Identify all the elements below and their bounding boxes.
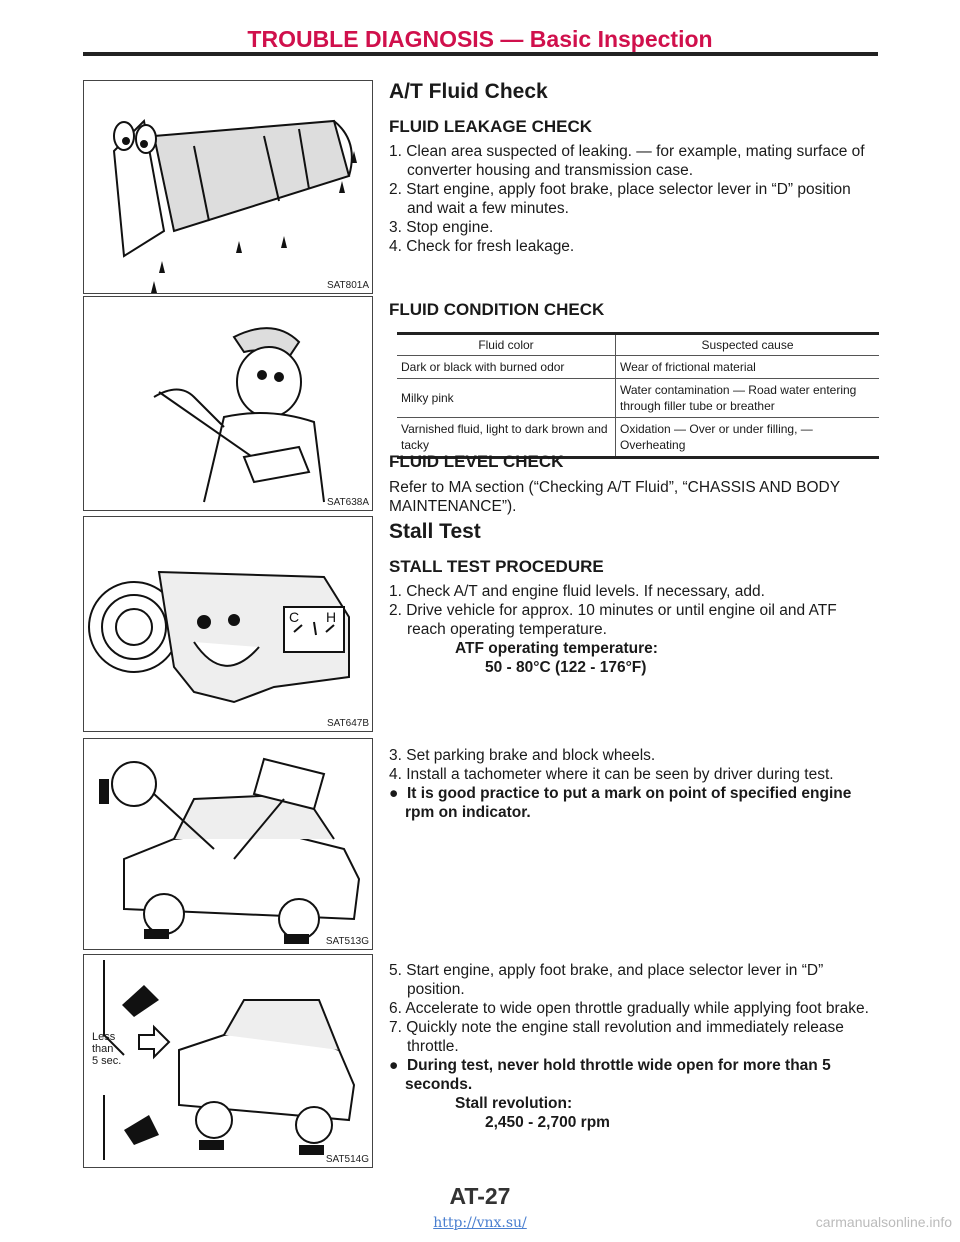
procedure-step: 6. Accelerate to wide open throttle gradually while applying foot brake.	[389, 1000, 869, 1017]
procedure-step: 4. Install a tachometer where it can be seen by driver during test.	[389, 766, 834, 783]
procedure-step: 5. Start engine, apply foot brake, and place selector lever in “D” position.	[389, 962, 824, 998]
stall-test-section	[389, 520, 879, 677]
atf-temp-value: 50 - 80°C (122 - 176°F)	[485, 659, 647, 676]
figure-stall-test	[83, 954, 373, 1168]
table-cell: Dark or black with burned odor	[397, 356, 616, 379]
procedure-heading: STALL TEST PROCEDURE	[389, 557, 604, 576]
stall-steps-b	[389, 746, 879, 822]
condition-heading-wrap	[389, 300, 879, 320]
transmission-illustration	[84, 81, 372, 293]
section-title: Stall Test	[389, 520, 481, 543]
warning-note	[389, 1056, 879, 1094]
note-line: than	[92, 1043, 114, 1055]
level-text: Refer to MA section (“Checking A/T Fluid”, “CHASSIS AND BODY MAINTENANCE”).	[389, 479, 840, 515]
bullet-icon: ●	[389, 785, 407, 802]
figure-code-label: SAT647B	[326, 718, 369, 729]
leakage-step: 1. Clean area suspected of leaking. — for example, mating surface of converter housing and transmission case.	[389, 143, 865, 179]
figure-code-label: SAT513G	[325, 936, 369, 947]
leakage-heading: FLUID LEAKAGE CHECK	[389, 117, 593, 136]
figure-fluid-condition	[83, 296, 373, 511]
page-header-title: TROUBLE DIAGNOSIS — Basic Inspection	[247, 26, 713, 52]
warning-note-text: During test, never hold throttle wide open for more than 5 seconds.	[405, 1057, 831, 1093]
column-header: Suspected cause	[616, 334, 880, 356]
section-title: A/T Fluid Check	[389, 80, 548, 103]
header-rule	[83, 52, 878, 56]
figure-tachometer	[83, 738, 373, 950]
stall-test-illustration	[84, 955, 372, 1167]
figure-code-label: SAT514G	[325, 1154, 369, 1165]
practice-note-text: It is good practice to put a mark on point of specified engine rpm on indicator.	[405, 785, 852, 821]
fluid-check-section	[389, 80, 879, 256]
leakage-step: 4. Check for fresh leakage.	[389, 238, 575, 255]
atf-temp-label: ATF operating temperature:	[455, 640, 658, 657]
note-line: Less	[92, 1031, 116, 1043]
table-row	[397, 356, 879, 379]
procedure-step: 3. Set parking brake and block wheels.	[389, 747, 656, 764]
table-cell: Varnished fluid, light to dark brown and tacky	[397, 418, 616, 458]
stall-revolution-label: Stall revolution:	[455, 1095, 573, 1112]
gauge-h-label: H	[326, 609, 337, 625]
car-tachometer-illustration	[84, 739, 372, 949]
stall-revolution-value: 2,450 - 2,700 rpm	[485, 1114, 610, 1131]
figure-leaking-transmission	[83, 80, 373, 294]
procedure-step: 7. Quickly note the engine stall revolution and immediately release throttle.	[389, 1019, 844, 1055]
less-than-five-seconds-note	[92, 1031, 121, 1067]
watermark: carmanualsonline.info	[815, 1214, 952, 1230]
fluid-condition-table	[397, 332, 879, 459]
mechanic-illustration	[84, 297, 372, 510]
gauge-c-label: C	[289, 609, 300, 625]
procedure-step: 2. Drive vehicle for approx. 10 minutes or until engine oil and ATF reach operating temperature.	[389, 602, 837, 638]
leakage-step: 2. Start engine, apply foot brake, place selector lever in “D” position and wait a few minutes.	[389, 181, 851, 217]
table-row	[397, 379, 879, 418]
figure-code-label: SAT638A	[326, 497, 369, 508]
level-check-section	[389, 452, 879, 516]
note-line: 5 sec.	[92, 1055, 122, 1067]
table-header-row	[397, 334, 879, 356]
footer-link[interactable]: http://vnx.su/	[433, 1215, 527, 1231]
leakage-step: 3. Stop engine.	[389, 219, 494, 236]
transmission-gauge-illustration	[84, 517, 372, 731]
table-cell: Wear of frictional material	[616, 356, 880, 379]
page-number: AT-27	[449, 1183, 511, 1209]
procedure-step: 1. Check A/T and engine fluid levels. If necessary, add.	[389, 583, 765, 600]
level-heading: FLUID LEVEL CHECK	[389, 452, 564, 471]
table-cell: Oxidation — Over or under filling, — Overheating	[616, 418, 880, 458]
practice-note	[389, 784, 879, 822]
table-cell: Water contamination — Road water entering through filler tube or breather	[616, 379, 880, 418]
figure-stall-temperature	[83, 516, 373, 732]
column-header: Fluid color	[397, 334, 616, 356]
condition-heading: FLUID CONDITION CHECK	[389, 300, 605, 319]
bullet-icon: ●	[389, 1057, 407, 1074]
table-cell: Milky pink	[397, 379, 616, 418]
figure-code-label: SAT801A	[326, 280, 369, 291]
stall-steps-c	[389, 961, 879, 1132]
